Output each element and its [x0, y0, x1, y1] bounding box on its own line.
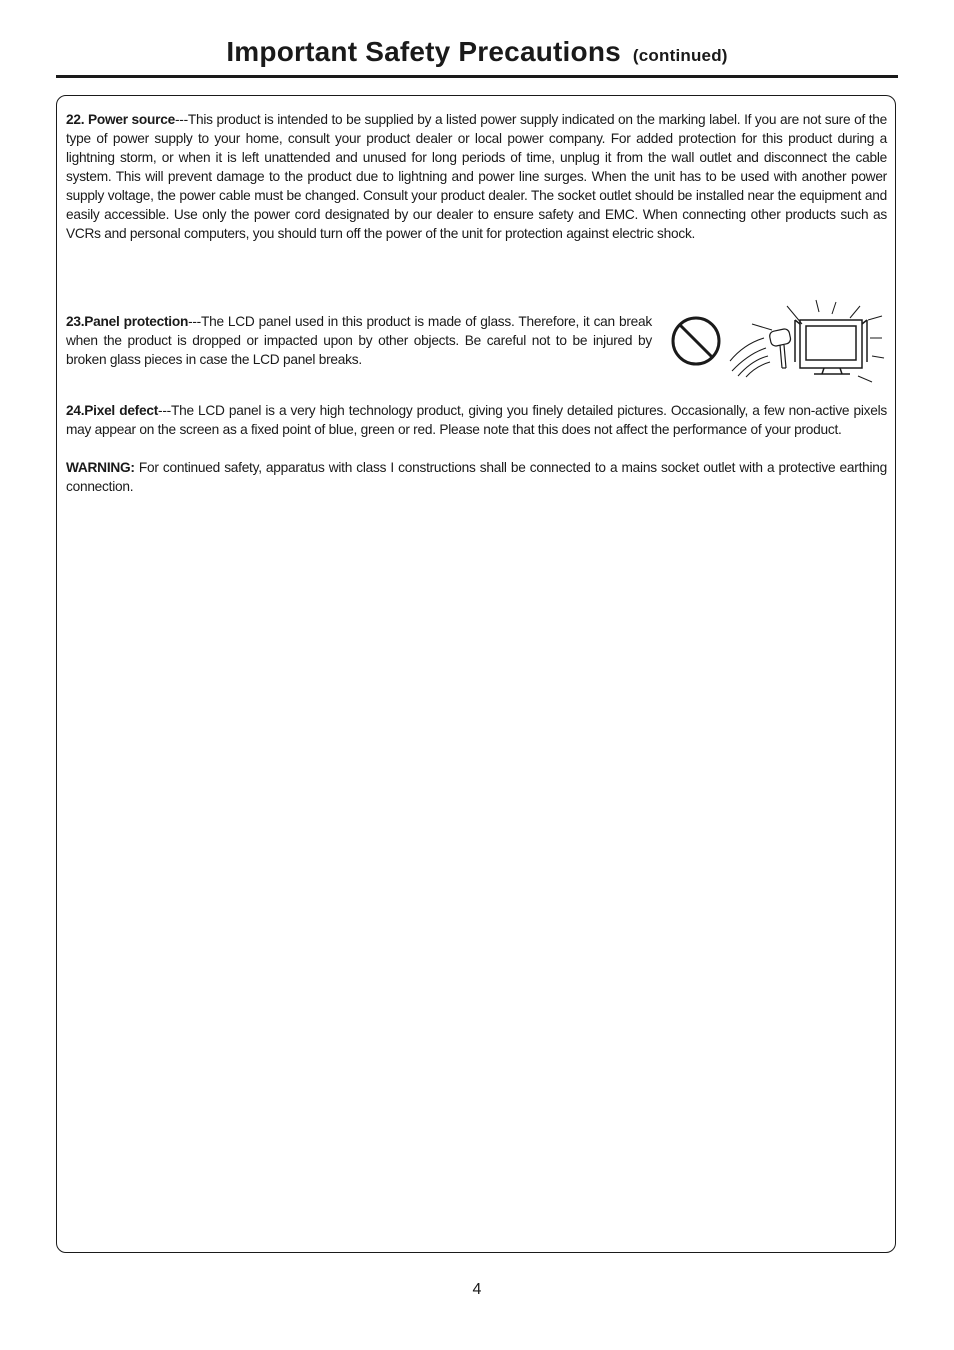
prohibited-icon — [673, 318, 719, 364]
tv-impact-icon — [795, 320, 867, 374]
panel-protection-illustration — [664, 296, 890, 388]
section-separator: --- — [174, 112, 188, 127]
hammer-icon — [769, 328, 792, 368]
section-separator: --- — [158, 403, 171, 418]
section-panel-protection — [66, 312, 652, 369]
warning-label: WARNING: — [66, 460, 135, 475]
warning-text: For continued safety, apparatus with class I constructions shall be connected to a mains socket outlet with a protective earthing connection. — [66, 460, 887, 494]
title-rule — [56, 75, 898, 78]
section-pixel-defect — [66, 401, 887, 439]
content-frame — [56, 95, 896, 1253]
title-continued: (continued) — [632, 46, 728, 65]
page-title — [0, 36, 954, 68]
section-heading: 23.Panel protection — [66, 314, 189, 329]
warning-note — [66, 458, 887, 496]
impact-lines-icon — [730, 300, 884, 382]
section-text: The LCD panel is a very high technology product, giving you finely detailed pictures. Occasionally, a few non-active pixels may appear on the screen as a fixed point of blue, green or red. Please note that this does not affect the performance of your product. — [66, 403, 887, 437]
section-power-source — [66, 110, 887, 243]
section-heading: 22. Power source — [66, 112, 175, 127]
section-separator: --- — [188, 314, 201, 329]
section-text: This product is intended to be supplied by a listed power supply indicated on the marking label. If you are not sure of the type of power supply to your home, consult your product dealer or local power company. For added protection for this product during a lightning storm, or when it is left unattended and unused for long periods of time, unplug it from the wall outlet and disconnect the cable system. This will prevent damage to the product due to lightning and power line surges. When the unit has to be used with another power supply voltage, the power cable must be changed. Consult your product dealer. The socket outlet should be installed near the equipment and easily accessible. Use only the power cord designated by our dealer to ensure safety and EMC. When connecting other products such as VCRs and personal computers, you should turn off the power of the unit for protection against electric shock. — [66, 112, 887, 241]
section-text: The LCD panel used in this product is made of glass. Therefore, it can break when the product is dropped or impacted upon by other objects. Be careful not to be injured by broken glass pieces in case the LCD panel breaks. — [66, 314, 652, 367]
title-main: Important Safety Precautions — [226, 36, 621, 67]
page-number: 4 — [472, 1281, 482, 1298]
section-heading: 24.Pixel defect — [66, 403, 159, 418]
